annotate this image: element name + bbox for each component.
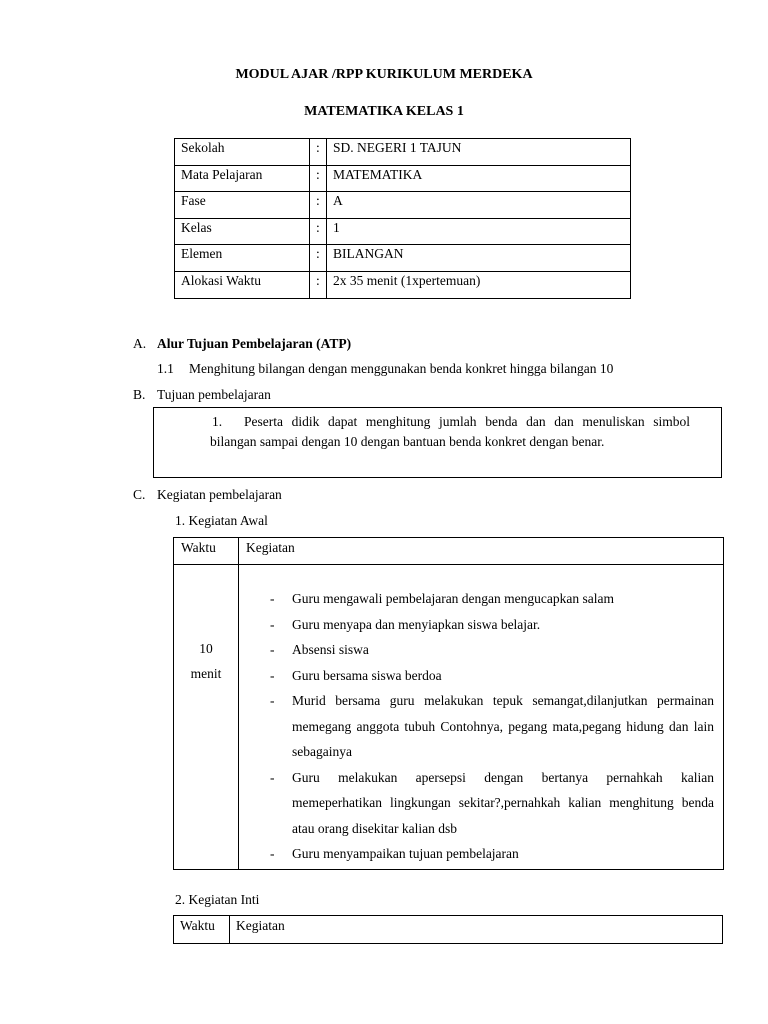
kegiatan-list [246,586,716,867]
section-title: Kegiatan pembelajaran [157,487,282,502]
col-waktu-header: Waktu [174,916,230,944]
section-title: Alur Tujuan Pembelajaran (ATP) [157,336,352,351]
waktu-cell [174,565,239,870]
list-item-text: Murid bersama guru melakukan tepuk semangat,dilanjutkan permainan memegang anggota tubuh Contohnya, pegang mata,pegang hidung dan lain sebagainya [292,693,714,759]
info-value: MATEMATIKA [327,165,631,192]
info-separator: : [310,245,327,272]
list-item-text: Absensi siswa [292,642,369,657]
info-row [175,218,631,245]
info-label: Fase [175,192,310,219]
table-header-row [174,916,723,944]
list-item [246,841,716,867]
info-row [175,245,631,272]
kegiatan-inti-table [173,915,723,944]
list-item [246,688,716,765]
time-unit: menit [190,666,222,681]
col-kegiatan-header: Kegiatan [230,916,723,944]
section-a-heading [133,336,351,352]
list-item-text: Guru menyampaikan tujuan pembelajaran [292,846,519,861]
list-item [246,663,716,689]
tujuan-item-text: Peserta didik dapat menghitung jumlah benda dan dan menuliskan simbol bilangan sampai dengan 10 dengan bantuan benda konkret dengan benar. [210,414,690,449]
info-label: Elemen [175,245,310,272]
tujuan-item [210,412,690,451]
atp-item-number: 1.1 [157,361,174,376]
list-item [246,586,716,612]
info-label: Sekolah [175,139,310,166]
info-separator: : [310,271,327,298]
list-item [246,765,716,842]
kegiatan-inti-label: 2. Kegiatan Inti [175,892,260,907]
section-letter: C. [133,487,146,502]
info-row [175,271,631,298]
info-separator: : [310,139,327,166]
col-waktu-header: Waktu [174,538,239,565]
info-row [175,165,631,192]
table-row [174,565,724,870]
info-label: Kelas [175,218,310,245]
tujuan-item-number: 1. [212,414,223,429]
kegiatan-awal-label: 1. Kegiatan Awal [175,513,268,528]
section-letter: A. [133,336,147,351]
info-value: 2x 35 menit (1xpertemuan) [327,271,631,298]
atp-item [157,361,613,377]
section-letter: B. [133,387,146,402]
bullet: - [270,591,275,606]
info-label: Mata Pelajaran [175,165,310,192]
tujuan-box [153,407,722,478]
time-number: 10 [199,641,213,656]
info-row [175,192,631,219]
info-value: A [327,192,631,219]
info-separator: : [310,192,327,219]
list-item-text: Guru menyapa dan menyiapkan siswa belajar. [292,616,541,632]
list-item [246,612,716,638]
info-table [174,138,631,299]
kegiatan-cell [239,565,724,870]
atp-item-text: Menghitung bilangan dengan menggunakan benda konkret hingga bilangan 10 [189,361,614,376]
info-row [175,139,631,166]
info-value: BILANGAN [327,245,631,272]
col-kegiatan-header: Kegiatan [239,538,724,565]
info-value: SD. NEGERI 1 TAJUN [327,139,631,166]
bullet: - [270,616,275,632]
bullet: - [270,693,275,708]
document-subtitle: MATEMATIKA KELAS 1 [304,104,464,119]
list-item-text: Guru bersama siswa berdoa [292,667,442,683]
bullet: - [270,667,275,683]
bullet: - [270,769,275,785]
info-value: 1 [327,218,631,245]
info-label: Alokasi Waktu [175,271,310,298]
info-separator: : [310,218,327,245]
kegiatan-awal-table [173,537,724,870]
list-item [246,637,716,663]
section-c-heading [133,487,282,503]
section-title: Tujuan pembelajaran [157,387,271,402]
info-separator: : [310,165,327,192]
section-b-heading [133,387,271,403]
document-title: MODUL AJAR /RPP KURIKULUM MERDEKA [235,67,533,82]
list-item-text: Guru mengawali pembelajaran dengan mengucapkan salam [292,591,614,606]
table-header-row [174,538,724,565]
bullet: - [270,642,275,657]
list-item-text: Guru melakukan apersepsi dengan bertanya pernahkah kalian memeperhatikan lingkungan sekitar?,pernahkah kalian menghitung benda atau orang disekitar kalian dsb [292,769,714,836]
bullet: - [270,846,275,861]
